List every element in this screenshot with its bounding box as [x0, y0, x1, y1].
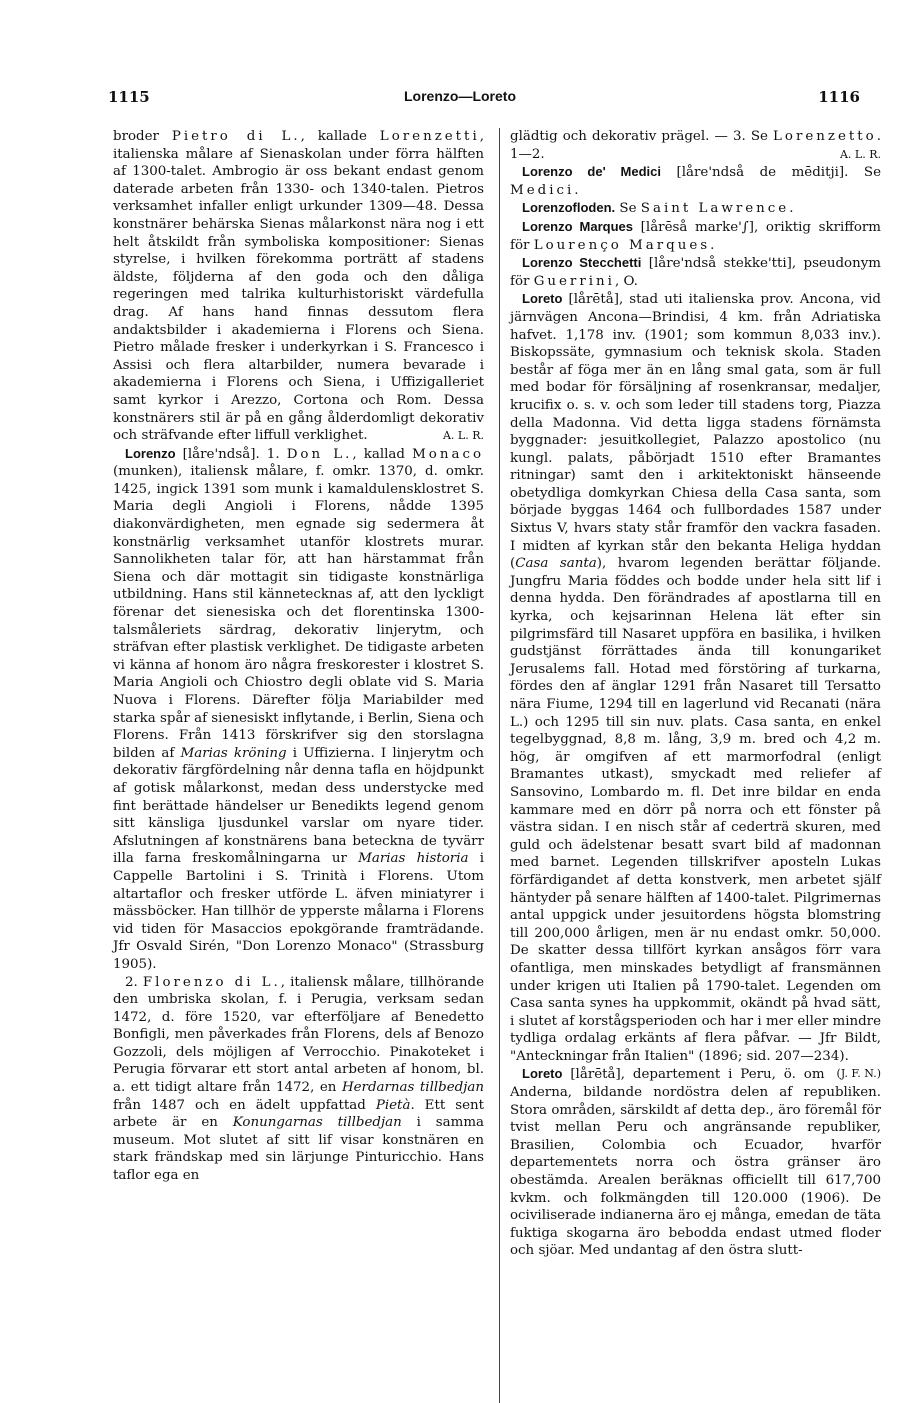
headword: Loreto: [522, 291, 563, 307]
headword: Lorenzo Marques: [522, 218, 634, 234]
headword: Lorenzo Stecchetti: [522, 255, 642, 271]
entry-lorenzo-monaco: Lorenzo [låre'ndså]. 1. Don L., kallad Monaco (munken), italiensk målare, f. omkr. 1370, d. omkr. 1425, ingick 1391 som munk i kamaldulensklostret S. Maria degli Angioli i Florens, nådde 1395 diakonvärdigheten, men egnade sig sedermera åt konstnärlig verksamhet utanför klostrets murar. Sannolikheten talar för, att han härstammat från Siena och där mottagit sin tidigaste konstnärliga utbildning. Hans stil kännetecknas af, att den lyckligt förenar det sienesiska och det florentinska 1300-talsmåleriets särdrag, dekorativ linjerytm, och sträfvan efter plastisk verklighet. De tidigaste arbeten vi känna af honom äro några freskorester i klostret S. Maria Angioli och Chiostro degli oblate vid S. Maria Nuova i Florens. Därefter följa Mariabilder med starka spår af sienesiskt inflytande, i Berlin, Siena och Florens. Från 1413 förskrifver sig den storslagna bilden af Marias kröning i Uffizierna. I linjerytm och dekorativ färgfördelning når denna tafla en höjdpunkt af gotisk målarkonst, medan dess understycke med fint berättade händelser ur Benedikts legend genom sitt känsliga ljusdunkel varslar om nyare tider. Afslutningen af konstnärens bana betecknа de tyvärr illa farna freskomålningarna ur Marias historia i Cappelle Bartolini i S. Trinità i Florens. Utom altartaflor och fresker utförde L. äfven miniatyrer i mässböcker. Han tillhör de ypperste målarna i Florens vid tiden för Masaccios epokgörande framträdande. Jfr Osvald Sirén, "Don Lorenzo Monaco" (Strassburg 1905).: [113, 445, 485, 972]
running-title: Lorenzo—Loreto: [404, 88, 516, 104]
author-signature: (J. F. N.): [836, 1067, 881, 1081]
right-column: [510, 128, 881, 1260]
left-column: [113, 128, 484, 1185]
page-header: [0, 88, 920, 112]
author-signature: A. L. R.: [442, 429, 484, 443]
entry-florenzo-di-lorenzo: 2. Florenzo di L., italiensk målare, tillhörande den umbriska skolan, f. i Perugia, verksam sedan 1472, d. före 1520, var efterföljare af Benedetto Bonfigli, men påverkades från Florens, dels af Benozo Gozzoli, dels möjligen af Verrocchio. Pinakoteket i Perugia förvarar ett stort antal arbeten af honom, bl. a. ett tidigt altare från 1472, en Herdarnas tillbedjan från 1487 och en ädelt uppfattad Pietà. Ett sent arbete är en Konungarnas tillbedjan i samma museum. Mot slutet af sitt lif visar konstnären en stark frändskap med sin lärjunge Pinturicchio. Hans taflor ega en: [113, 974, 484, 1184]
entry-continuation: glädtig och dekorativ prägel. — 3. Se Lorenzetto. 1—2. A. L. R.: [510, 129, 881, 162]
entry-loreto-stad: Loreto [lårētå], stad uti italienska prov. Ancona, vid järnvägen Ancona—Brindisi, 4 km. från Adriatiska hafvet. 1,178 inv. (1901; som kommun 8,033 inv.). Biskopssäte, gymnasium och teknisk skola. Staden består af föga mer än en lång smal gata, som är full med bodar för försäljning af rosenkransar, medaljer, krucifix o. s. v. och som leder till stadens torg, Piazza della Madonna. Vid detta ligga stadens förnämsta byggnader: jesuitkollegiet, Palazzo apostolico (nu kungl. palats, påbörjadt 1510 efter Bramantes ritningar) samt den i arkitektoniskt hänseende obetydliga domkyrkan Chiesa della Casa santa, som började byggas 1464 och fullbordades 1587 under Sixtus V, hvars staty står framför den vackra fasaden. I midten af kyrkan står den bekanta Heliga hyddan (Casa santa), hvarom legenden berättar följande. Jungfru Maria föddes och bodde under hela sitt lif i denna hydda. Den förändrades af apostlarna till en kyrka, och kejsarinnan Helena lät efter sin pilgrimsfärd till Nasaret uppföra en basilika, i hvilken gudstjänst förrättades ända till konungariket Jerusalems fall. Hotad med förstöring af turkarna, fördes den af änglar 1291 från Nasaret till Tersatto nära Fiume, 1294 till en lagerlund vid Recanati (nära L.) och 1295 till sin nuv. plats. Casa santa, en enkel tegelbyggnad, 8,8 m. lång, 3,9 m. bred och 4,2 m. hög, är omgifven af ett marmorfodral (enligt Bramantes utkast), smyckadt med reliefer af Sansovino, Lombardo m. fl. Det inre bildar en enda kammare med en dörr på norra och ett fönster på västra sidan. I en nisch står af cederträ skuren, med guld och ädelstenar besatt svart bild af madonnan med barnet. Legenden tillskrifver aposteln Lukas förfärdigandet af detta konstverk, men arbetet själf häntyder på senare hälften af 1400-talet. Pilgrimernas antal uppgick under jesuitordens högsta blomstring till 200,000 årligen, men är nu endast omkr. 50,000. De skatter dessa tillfört kyrkan ansågos förr vara ofantliga, men minskades betydligt af fransmännen under krigen uti Italien på 1790-talet. Legenden om Casa santa synes ha uppkommit, okändt på hvad sätt, i slutet af korstågsperioden och har i mer eller mindre tydliga ordalag erkänts af flera påfvar. — Jfr Bildt, "Anteckningar från Italien" (1896; sid. 207—234). (J. F. N.): [510, 290, 881, 1065]
headword: Lorenzofloden.: [522, 200, 616, 216]
headword: Lorenzo de' Medici: [522, 164, 662, 180]
column-divider: [499, 128, 500, 1403]
page-number-right: 1116: [818, 88, 860, 106]
entry-loreto-departement: Loreto [lårētå], departement i Peru, ö. om Anderna, bildande nordöstra delen af republiken. Stora områden, särskildt af detta dep., äro föremål för tvist mellan Peru och angränsande republiker, Brasilien, Colombia och Ecuador, hvarför departementets norra och östra gränser äro obestämda. Arealen beräknas officiellt till 617,700 kvkm. och folkmängden till 120.000 (1906). De ociviliserade indianerna äro ej många, emedan de täta fuktiga skogarna äro bebodda endast utmed floder och sjöar. Med undantag af den östra slutt-: [510, 1066, 881, 1259]
page-number-left: 1115: [108, 88, 150, 106]
entry-lorenzetti-continuation: broder Pietro di L., kallade Lorenzetti, italienska målare af Sienaskolan under förra hälften af 1300-talet. Ambrogio är oss bekant endast genom daterade arbeten från 1330- och 1340-talen. Pietros verksamhet infaller enligt urkunder 1309—48. Dessa konstnärer behärska Sienas målarkonst nära nog i ett helt åtskildt från symboliska kompositioner: Sienas styrelse, i hvilken förekomma porträtt af stadens äldste, följderna af den goda och den dåliga regeringen med talrika kulturhistoriskt värdefulla drag. Af hans hand finnas dessutom flera andaktsbilder i akademierna i Florens och Siena. Pietro målade fresker i underkyrkan i S. Francesco i Assisi och flera altarbilder, numera bevarade i akademierna i Florens och Siena, i Uffizigalleriet samt kyrkor i Arezzo, Cortona och Rom. Dessa konstnärers stil är på en gång ålderdomligt dekorativ och sträfvande efter liffull verklighet. A. L. R.: [113, 129, 484, 444]
entry-lorenzo-de-medici: Lorenzo de' Medici [låre'ndså de mēditji]. Se Medici.: [510, 164, 881, 198]
headword: Lorenzo: [125, 445, 176, 461]
author-signature: A. L. R.: [839, 147, 881, 161]
headword: Loreto: [522, 1066, 563, 1082]
entry-lorenzo-marques: Lorenzo Marques [lårēså marke'∫], oriktig skrifform för Lourenço Marques.: [510, 218, 882, 253]
entry-lorenzofloden: Lorenzofloden. Se Saint Lawrence.: [522, 200, 794, 217]
entry-lorenzo-stecchetti: Lorenzo Stecchetti [låre'ndså stekke'tti], pseudonym för Guerrini, O.: [510, 255, 882, 289]
